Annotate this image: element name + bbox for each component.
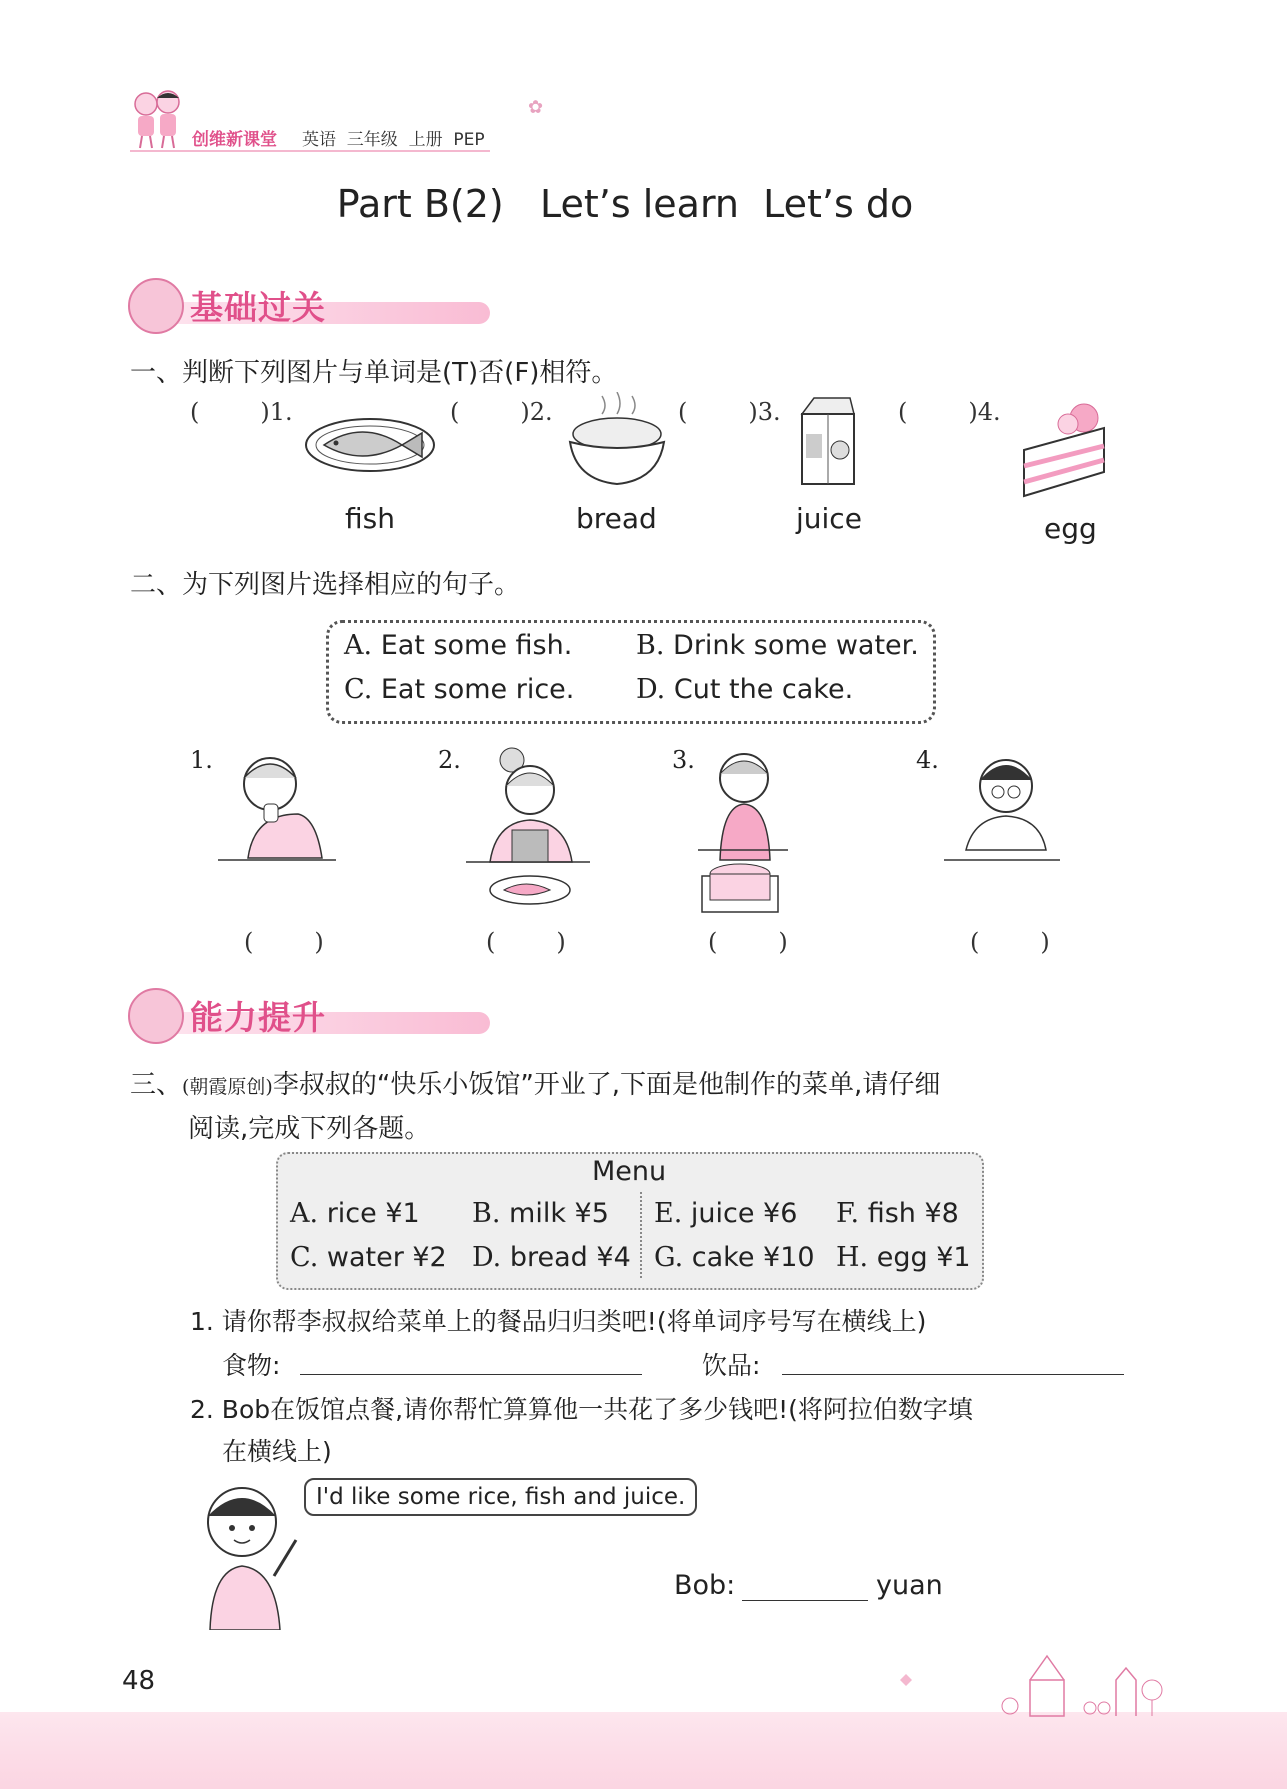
badge-face-icon [128, 278, 184, 334]
menu-item-text: fish ¥8 [867, 1198, 959, 1229]
menu-item-b [472, 1198, 609, 1229]
q3-sub1-text: 1. 请你帮李叔叔给菜单上的餐品归归类吧!(将单词序号写在横线上) [190, 1307, 927, 1336]
cake-slice-picture [1018, 394, 1114, 508]
milk-carton-picture [792, 394, 862, 490]
girl-eating-fish-picture [466, 746, 590, 914]
fish-plate-picture [302, 405, 438, 479]
page-title: Part B(2) Let’s learn Let’s do [336, 182, 914, 226]
menu-item-c [290, 1242, 447, 1273]
menu-divider [640, 1192, 642, 1278]
q3-title-line1 [130, 1064, 940, 1101]
boy-drinking-picture [944, 750, 1060, 866]
q2-option-c-text: Eat some rice. [380, 674, 575, 705]
bob-answer-suffix: yuan [876, 1570, 943, 1601]
q3-title-line2: 阅读,完成下列各题。 [188, 1114, 431, 1144]
menu-item-letter: G. [654, 1242, 684, 1273]
footer-castle-illustration [890, 1650, 1170, 1724]
q1-item-3-paren[interactable]: ( )3. [678, 398, 781, 426]
q2-pic-2-answer[interactable]: ( ) [486, 928, 566, 956]
q1-item-1-paren[interactable]: ( )1. [190, 398, 293, 426]
q2-option-b-letter: B. [636, 630, 665, 661]
food-answer-line[interactable] [300, 1374, 642, 1375]
food-label: 食物: [222, 1351, 281, 1380]
menu-item-letter: B. [472, 1198, 501, 1229]
q2-option-d-text: Cut the cake. [673, 674, 854, 705]
speech-bubble: I'd like some rice, fish and juice. [304, 1478, 697, 1516]
menu-heading: Menu [592, 1156, 667, 1187]
menu-item-f [836, 1198, 959, 1229]
q3-title-text: 李叔叔的“快乐小饭馆”开业了,下面是他制作的菜单,请仔细 [272, 1070, 941, 1100]
menu-item-g [654, 1242, 815, 1273]
menu-item-text: cake ¥10 [691, 1242, 815, 1273]
q2-option-b [636, 630, 919, 661]
menu-item-d [472, 1242, 631, 1273]
q3-sub2-line2: 在横线上) [222, 1437, 332, 1466]
q2-pic-2-number: 2. [438, 746, 461, 774]
drink-answer-line[interactable] [782, 1374, 1124, 1375]
drink-label: 饮品: [702, 1351, 761, 1380]
q2-pic-3-answer[interactable]: ( ) [708, 928, 788, 956]
q2-option-c [344, 674, 574, 705]
bob-answer-line[interactable] [742, 1600, 868, 1601]
menu-item-text: bread ¥4 [509, 1242, 631, 1273]
menu-item-text: egg ¥1 [876, 1242, 971, 1273]
q2-option-a-letter: A. [344, 630, 373, 661]
q1-title: 一、判断下列图片与单词是(T)否(F)相符。 [130, 358, 618, 388]
q2-pic-3-number: 3. [672, 746, 695, 774]
section-badge-label: 基础过关 [190, 288, 326, 327]
rice-bowl-picture [562, 392, 672, 496]
badge-face-icon [128, 988, 184, 1044]
menu-item-letter: A. [290, 1198, 319, 1229]
menu-item-letter: F. [836, 1198, 860, 1229]
q3-source: (朝霞原创) [182, 1076, 273, 1098]
girl-cutting-cake-picture [698, 744, 798, 918]
q2-option-d [636, 674, 853, 705]
q2-pic-1-number: 1. [190, 746, 213, 774]
menu-item-e [654, 1198, 797, 1229]
menu-item-letter: D. [472, 1242, 502, 1273]
q3-sub2-line1: 2. Bob在饭馆点餐,请你帮忙算算他一共花了多少钱吧!(将阿拉伯数字填 [190, 1395, 973, 1424]
menu-item-text: juice ¥6 [690, 1198, 798, 1229]
menu-item-h [836, 1242, 971, 1273]
page-number: 48 [122, 1666, 156, 1696]
header-kids-illustration [126, 88, 186, 150]
menu-item-letter: E. [654, 1198, 683, 1229]
section-badge-ability [128, 988, 508, 1037]
boy-eating-picture [218, 748, 338, 866]
q2-pic-1-answer[interactable]: ( ) [244, 928, 324, 956]
q1-item-4-paren[interactable]: ( )4. [898, 398, 1001, 426]
bob-boy-picture [196, 1480, 308, 1634]
q1-word-egg: egg [1044, 512, 1097, 545]
menu-item-text: water ¥2 [326, 1242, 447, 1273]
menu-item-letter: C. [290, 1242, 319, 1273]
q2-option-c-letter: C. [344, 674, 373, 705]
q1-word-fish: fish [345, 502, 395, 535]
header-subject-info: 英语 三年级 上册 PEP [302, 130, 485, 150]
header-underline [130, 150, 490, 152]
q2-option-d-letter: D. [636, 674, 666, 705]
q2-option-b-text: Drink some water. [673, 630, 919, 661]
section-badge-basic [128, 278, 508, 327]
q2-pic-4-number: 4. [916, 746, 939, 774]
q1-word-juice: juice [796, 502, 862, 535]
q3-prefix: 三、 [130, 1070, 183, 1100]
q2-option-a-text: Eat some fish. [380, 630, 573, 661]
bob-answer-prefix: Bob: [674, 1570, 736, 1601]
menu-item-text: milk ¥5 [509, 1198, 609, 1229]
q2-title: 二、为下列图片选择相应的句子。 [130, 570, 521, 600]
menu-item-letter: H. [836, 1242, 869, 1273]
menu-item-a [290, 1198, 420, 1229]
section-badge-label: 能力提升 [190, 998, 326, 1037]
header-brand: 创维新课堂 [192, 130, 277, 150]
q2-pic-4-answer[interactable]: ( ) [970, 928, 1050, 956]
q2-option-a [344, 630, 572, 661]
q1-word-bread: bread [576, 502, 657, 535]
q1-item-2-paren[interactable]: ( )2. [450, 398, 553, 426]
header-flower-icon: ✿ [528, 97, 544, 118]
menu-item-text: rice ¥1 [326, 1198, 420, 1229]
